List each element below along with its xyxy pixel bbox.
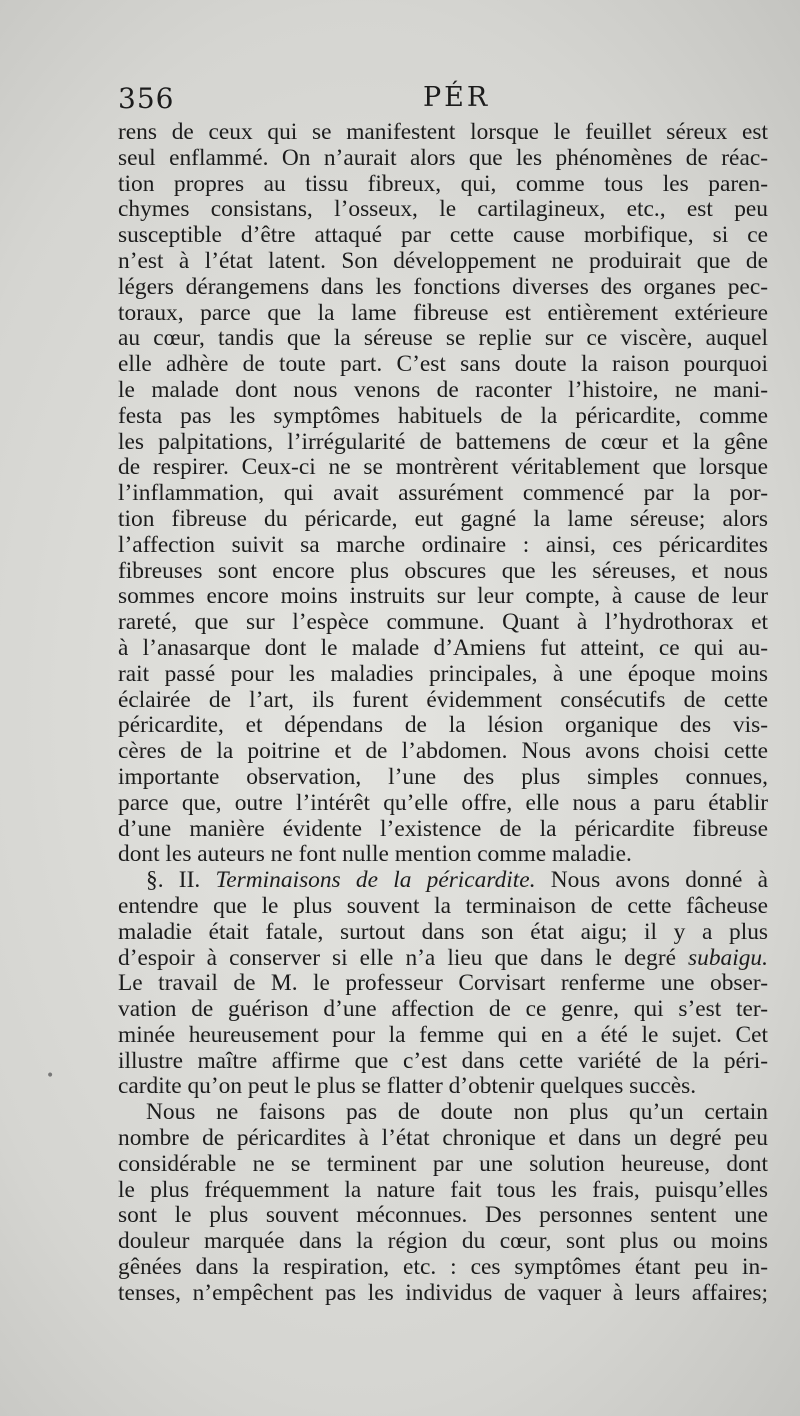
text-line: gênées dans la respiration, etc. : ces symptômes étant peu in- (118, 1254, 768, 1281)
text-line: sont le plus souvent méconnues. Des personnes sentent une (118, 1202, 768, 1229)
text-line: cardite qu’on peut le plus se flatter d’obtenir quelques succès. (118, 1073, 697, 1100)
text-line: Nous ne faisons pas de doute non plus qu’un certain (146, 1099, 768, 1126)
text-line: dont les auteurs ne font nulle mention comme maladie. (118, 841, 632, 868)
text-line: les palpitations, l’irrégularité de battemens de cœur et la gêne (118, 428, 768, 455)
text-line: rareté, que sur l’espèce commune. Quant à l’hydrothorax et (118, 609, 768, 636)
text-line: importante observation, l’une des plus simples connues, (118, 763, 768, 790)
text-line: éclairée de l’art, ils furent évidemment consécutifs de cette (118, 686, 768, 713)
page-number: 356 (118, 82, 175, 115)
text-line: festa pas les symptômes habituels de la péricardite, comme (118, 402, 768, 429)
text-line: au cœur, tandis que la séreuse se replie sur ce viscère, auquel (118, 325, 768, 352)
ink-speck: • (46, 1068, 55, 1084)
section-number: §. II. (146, 867, 201, 894)
text-line: toraux, parce que la lame fibreuse est entièrement extérieure (118, 299, 768, 326)
running-head: PÉR (423, 82, 491, 113)
text-line: l’inflammation, qui avait assurément commencé par la por- (118, 480, 768, 507)
body-text (118, 120, 768, 1307)
text-line: sommes encore moins instruits sur leur compte, à cause de leur (118, 583, 768, 610)
text-line: tion fibreuse du péricarde, eut gagné la lame séreuse; alors (118, 505, 768, 532)
text-line: minée heureusement pour la femme qui en a été le sujet. Cet (118, 1021, 768, 1048)
page-header (118, 82, 768, 122)
text-line: douleur marquée dans la région du cœur, sont plus ou moins (118, 1228, 768, 1255)
text-line: à l’anasarque dont le malade d’Amiens fut atteint, ce qui au- (118, 634, 768, 661)
text-line: tenses, n’empêchent pas les individus de vaquer à leurs affaires; (118, 1279, 768, 1306)
text-line: illustre maître affirme que c’est dans cette variété de la péri- (118, 1047, 768, 1074)
text-line: rens de ceux qui se manifestent lorsque le feuillet séreux est (118, 119, 768, 145)
text-line: rait passé pour les maladies principales, à une époque moins (118, 660, 768, 687)
text-line: légers dérangemens dans les fonctions diverses des organes pec- (118, 273, 768, 300)
text-line: entendre que le plus souvent la terminaison de cette fâcheuse (118, 892, 768, 919)
text-line: n’est à l’état latent. Son développement ne produirait que de (118, 247, 768, 274)
text-line: le malade dont nous venons de raconter l’histoire, ne mani- (118, 376, 768, 403)
text-line: elle adhère de toute part. C’est sans doute la raison pourquoi (118, 351, 768, 378)
text-line: d’une manière évidente l’existence de la péricardite fibreuse (118, 815, 768, 842)
text-line: le plus fréquemment la nature fait tous les frais, puisqu’elles (118, 1176, 768, 1203)
text-line: péricardite, et dépendans de la lésion organique des vis- (118, 712, 768, 739)
text-line: cères de la poitrine et de l’abdomen. Nous avons choisi cette (118, 738, 768, 765)
section-title: Terminaisons de la péricardite. (215, 867, 536, 894)
text-line: fibreuses sont encore plus obscures que les séreuses, et nous (118, 557, 768, 584)
text-line: tion propres au tissu fibreux, qui, comme tous les paren- (118, 170, 768, 197)
text-line: Nous avons donné à (550, 867, 768, 894)
text-line: l’affection suivit sa marche ordinaire : ainsi, ces péricardites (118, 531, 768, 558)
text-line: maladie était fatale, surtout dans son état aigu; il y a plus (118, 918, 768, 945)
text-line: de respirer. Ceux-ci ne se montrèrent véritablement que lorsque (118, 454, 768, 481)
section-heading-line (118, 868, 768, 894)
text-line: parce que, outre l’intérêt qu’elle offre, elle nous a paru établir (118, 789, 768, 816)
italic-word: subaigu. (688, 944, 768, 971)
text-line: chymes consistans, l’osseux, le cartilagineux, etc., est peu (118, 196, 768, 223)
text-line (118, 946, 768, 972)
text-line: vation de guérison d’une affection de ce genre, qui s’est ter- (118, 996, 768, 1023)
text-line: Le travail de M. le professeur Corvisart renferme une obser- (118, 970, 768, 997)
text-line: nombre de péricardites à l’état chronique et dans un degré peu (118, 1125, 768, 1152)
text-line: susceptible d’être attaqué par cette cause morbifique, si ce (118, 222, 768, 249)
text-line: seul enflammé. On n’aurait alors que les phénomènes de réac- (118, 144, 768, 171)
text-fragment: d’espoir à conserver si elle n’a lieu que dans le degré (118, 944, 677, 971)
text-line: considérable ne se terminent par une solution heureuse, dont (118, 1150, 768, 1177)
